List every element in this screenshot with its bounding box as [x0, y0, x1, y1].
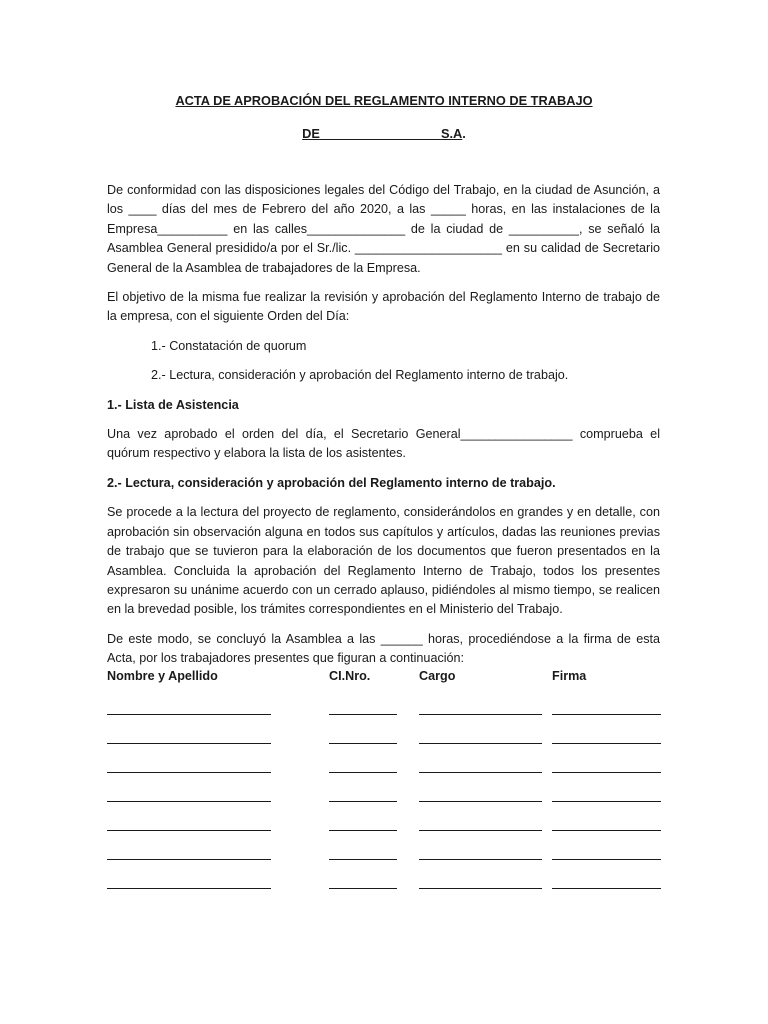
firma-line: [552, 702, 661, 715]
signature-row: [107, 731, 667, 745]
subtitle-blank: _________________: [319, 126, 441, 141]
firma-line: [552, 731, 661, 744]
signature-row: [107, 876, 667, 890]
cargo-line: [419, 876, 542, 889]
signature-row: [107, 847, 667, 861]
name-line: [107, 847, 271, 860]
signature-row: [107, 702, 667, 716]
paragraph-intro: De conformidad con las disposiciones legales del Código del Trabajo, en la ciudad de Asunción, a los ____ días del mes de Febrero del año 2020, a las _____ horas, en las instalaciones de la Empresa__________ en las calles______________ de la ciudad de __________, se señaló la Asamblea General presidido/a por el Sr./lic. _____________________ en su calidad de Secretario General de la Asamblea de trabajadores de la Empresa.: [107, 183, 660, 275]
agenda-item-1: 1.- Constatación de quorum: [151, 338, 307, 353]
ci-line: [329, 760, 397, 773]
cargo-line: [419, 760, 542, 773]
name-line: [107, 760, 271, 773]
name-line: [107, 789, 271, 802]
firma-line: [552, 847, 661, 860]
column-header-firma: Firma: [552, 669, 587, 683]
cargo-line: [419, 847, 542, 860]
firma-line: [552, 818, 661, 831]
column-header-cargo: Cargo: [419, 669, 456, 683]
ci-line: [329, 818, 397, 831]
paragraph-closing: De este modo, se concluyó la Asamblea a las ______ horas, procediéndose a la firma de esta Acta, por los trabajadores presentes que figuran a continuación:: [107, 631, 660, 666]
document-title: ACTA DE APROBACIÓN DEL REGLAMENTO INTERNO DE TRABAJO: [175, 93, 593, 108]
signature-table-header: [107, 669, 667, 689]
cargo-line: [419, 702, 542, 715]
document-body: [107, 181, 660, 669]
cargo-line: [419, 731, 542, 744]
subtitle-suffix: S.A: [440, 126, 463, 141]
ci-line: [329, 789, 397, 802]
paragraph-objective: El objetivo de la misma fue realizar la revisión y aprobación del Reglamento Interno de trabajo de la empresa, con el siguiente Orden del Día:: [107, 290, 660, 324]
section-heading-1: 1.- Lista de Asistencia: [107, 397, 239, 412]
ci-line: [329, 702, 397, 715]
name-line: [107, 818, 271, 831]
column-header-name: Nombre y Apellido: [107, 669, 218, 683]
signature-row: [107, 760, 667, 774]
firma-line: [552, 760, 661, 773]
cargo-line: [419, 789, 542, 802]
name-line: [107, 876, 271, 889]
paragraph-attendance: Una vez aprobado el orden del día, el Secretario General________________ comprueba el quórum respectivo y elabora la lista de los asistentes.: [107, 427, 660, 461]
signature-row: [107, 789, 667, 803]
name-line: [107, 702, 271, 715]
subtitle-end: .: [462, 126, 466, 141]
signature-row: [107, 818, 667, 832]
ci-line: [329, 847, 397, 860]
cargo-line: [419, 818, 542, 831]
agenda-item-2: 2.- Lectura, consideración y aprobación del Reglamento interno de trabajo.: [151, 368, 569, 383]
paragraph-reading: Se procede a la lectura del proyecto de reglamento, considerándolos en grandes y en detalle, con aprobación sin observación alguna en todos sus capítulos y artículos, dadas las reuniones previas de trabajo que se tuvieron para la elaboración de los documentos que fueron presentados en la Asamblea. Concluida la aprobación del Reglamento Interno de Trabajo, todos los presentes expresaron su unánime acuerdo con un cerrado aplauso, pidiéndoles al mismo tiempo, se realicen en la brevedad posible, los trámites correspondientes en el Ministerio del Trabajo.: [107, 505, 660, 617]
ci-line: [329, 731, 397, 744]
firma-line: [552, 789, 661, 802]
subtitle-prefix: DE: [302, 126, 320, 141]
name-line: [107, 731, 271, 744]
ci-line: [329, 876, 397, 889]
firma-line: [552, 876, 661, 889]
column-header-ci: CI.Nro.: [329, 669, 371, 683]
section-heading-2: 2.- Lectura, consideración y aprobación del Reglamento interno de trabajo.: [107, 475, 556, 490]
document-subtitle: [0, 126, 768, 141]
